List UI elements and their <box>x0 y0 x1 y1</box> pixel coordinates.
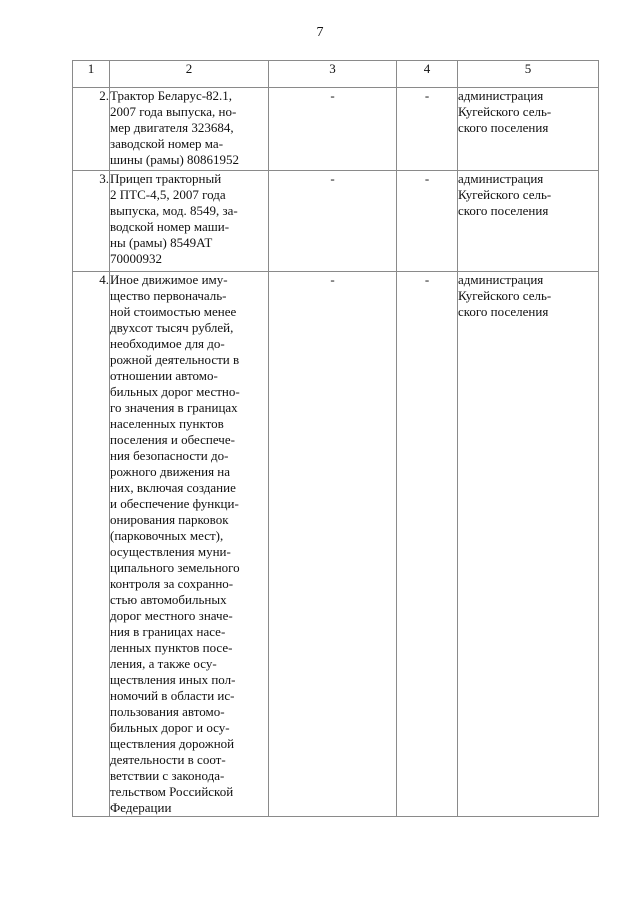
column-3-value: - <box>269 272 397 817</box>
owner-name: администрация Кугейского сель- ского поселения <box>458 88 599 171</box>
column-header-5: 5 <box>458 61 599 88</box>
property-description: Трактор Беларус-82.1, 2007 года выпуска, но- мер двигателя 323684, заводской номер ма- шины (рамы) 80861952 <box>110 88 269 171</box>
column-4-value: - <box>397 88 458 171</box>
column-header-3: 3 <box>269 61 397 88</box>
owner-name: администрация Кугейского сель- ского поселения <box>458 272 599 817</box>
property-table <box>72 60 599 817</box>
column-3-value: - <box>269 88 397 171</box>
row-number: 4. <box>73 272 110 817</box>
property-description: Прицеп тракторный 2 ПТС-4,5, 2007 года выпуска, мод. 8549, за- водской номер маши- ны (рамы) 8549АТ 70000932 <box>110 171 269 272</box>
owner-name: администрация Кугейского сель- ского поселения <box>458 171 599 272</box>
table-row <box>73 171 599 272</box>
table-row <box>73 88 599 171</box>
column-3-value: - <box>269 171 397 272</box>
property-description: Иное движимое иму- щество первоначаль- ной стоимостью менее двухсот тысяч рублей, необходимое для до- рожной деятельности в отношении автомо- бильных дорог местно- го значения в границах населенных пунктов поселения и обеспече- ния безопасности до- рожного движения на них, включая создание и обеспечение функци- онирования парковок (парковочных мест), осуществления муни- ципального земельного контроля за сохранно- стью автомобильных дорог местного значе- ния в границах насе- ленных пунктов посе- ления, а также осу- ществления иных пол- номочий в области ис- пользования автомо- бильных дорог и осу- ществления дорожной деятельности в соот- ветствии с законода- тельством Российской Федерации <box>110 272 269 817</box>
row-number: 2. <box>73 88 110 171</box>
column-4-value: - <box>397 272 458 817</box>
column-header-2: 2 <box>110 61 269 88</box>
column-4-value: - <box>397 171 458 272</box>
header-row <box>73 61 599 88</box>
table-row <box>73 272 599 817</box>
column-header-1: 1 <box>73 61 110 88</box>
row-number: 3. <box>73 171 110 272</box>
column-header-4: 4 <box>397 61 458 88</box>
page-number: 7 <box>316 25 324 40</box>
